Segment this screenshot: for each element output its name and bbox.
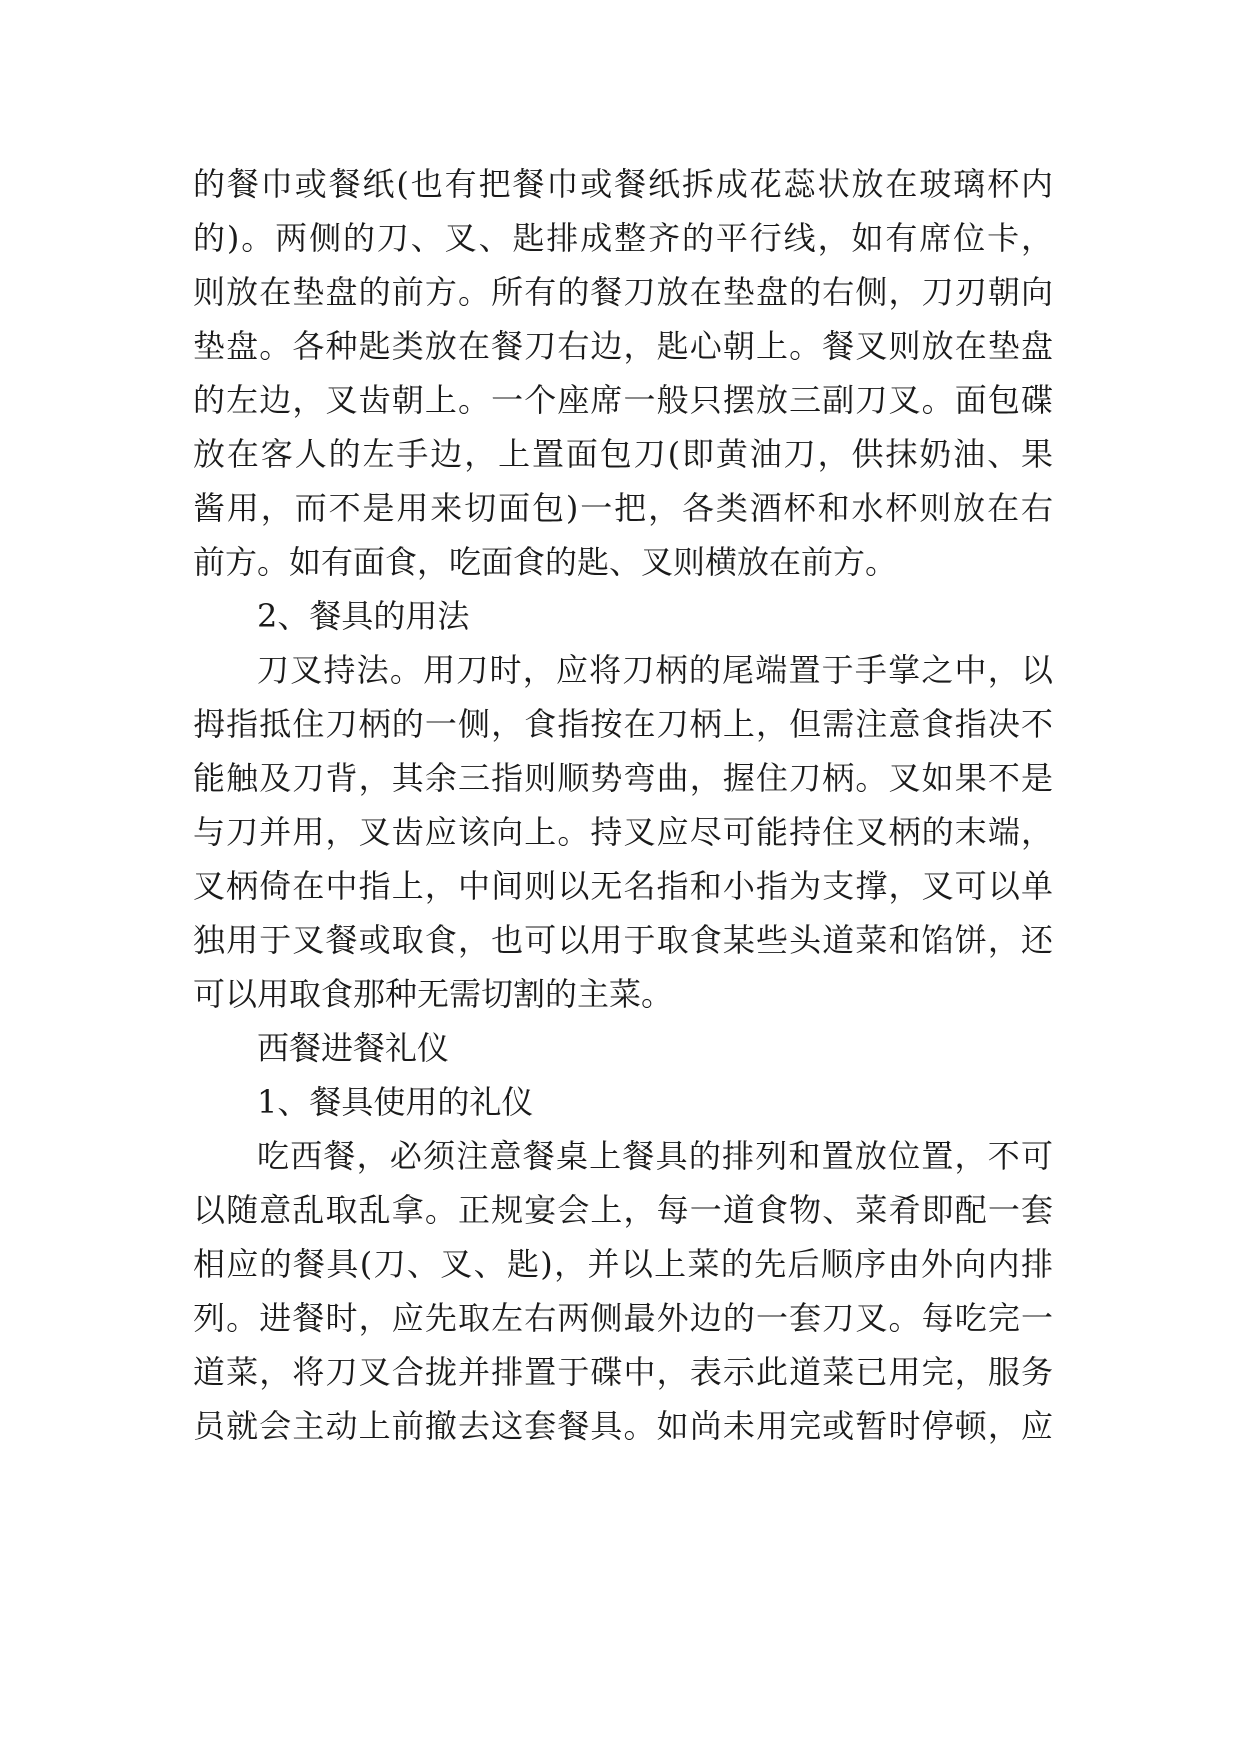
paragraph-3-line-1: 吃西餐，必须注意餐桌上餐具的排列和置放位置，不可 <box>257 1137 1053 1175</box>
paragraph-1-line-6: 放在客人的左手边，上置面包刀(即黄油刀，供抹奶油、果 <box>193 435 1053 473</box>
section-heading-utensil-usage: 2、餐具的用法 <box>257 597 470 635</box>
paragraph-3-line-5: 道菜，将刀叉合拢并排置于碟中，表示此道菜已用完，服务 <box>193 1353 1053 1391</box>
paragraph-1-line-2: 的)。两侧的刀、叉、匙排成整齐的平行线，如有席位卡， <box>193 219 1053 257</box>
paragraph-2-line-7: 可以用取食那种无需切割的主菜。 <box>193 975 674 1013</box>
paragraph-2-line-3: 能触及刀背，其余三指则顺势弯曲，握住刀柄。叉如果不是 <box>193 759 1053 797</box>
paragraph-2-line-6: 独用于叉餐或取食，也可以用于取食某些头道菜和馅饼，还 <box>193 921 1053 959</box>
paragraph-1-line-5: 的左边，叉齿朝上。一个座席一般只摆放三副刀叉。面包碟 <box>193 381 1053 419</box>
section-heading-dining-etiquette: 西餐进餐礼仪 <box>257 1029 450 1067</box>
paragraph-2-line-4: 与刀并用，叉齿应该向上。持叉应尽可能持住叉柄的末端， <box>193 813 1053 851</box>
paragraph-2-line-1: 刀叉持法。用刀时，应将刀柄的尾端置于手掌之中，以 <box>257 651 1053 689</box>
paragraph-2-line-5: 叉柄倚在中指上，中间则以无名指和小指为支撑，叉可以单 <box>193 867 1053 905</box>
paragraph-1-line-4: 垫盘。各种匙类放在餐刀右边，匙心朝上。餐叉则放在垫盘 <box>193 327 1053 365</box>
section-heading-utensil-etiquette: 1、餐具使用的礼仪 <box>257 1083 534 1121</box>
paragraph-3-line-6: 员就会主动上前撤去这套餐具。如尚未用完或暂时停顿，应 <box>193 1407 1053 1445</box>
paragraph-1-line-1: 的餐巾或餐纸(也有把餐巾或餐纸拆成花蕊状放在玻璃杯内 <box>193 165 1053 203</box>
paragraph-1-line-3: 则放在垫盘的前方。所有的餐刀放在垫盘的右侧，刀刃朝向 <box>193 273 1053 311</box>
paragraph-1-line-8: 前方。如有面食，吃面食的匙、叉则横放在前方。 <box>193 543 898 581</box>
paragraph-3-line-3: 相应的餐具(刀、叉、匙)，并以上菜的先后顺序由外向内排 <box>193 1245 1053 1283</box>
paragraph-2-line-2: 拇指抵住刀柄的一侧，食指按在刀柄上，但需注意食指决不 <box>193 705 1053 743</box>
paragraph-1-line-7: 酱用，而不是用来切面包)一把，各类酒杯和水杯则放在右 <box>193 489 1053 527</box>
paragraph-3-line-4: 列。进餐时，应先取左右两侧最外边的一套刀叉。每吃完一 <box>193 1299 1053 1337</box>
paragraph-3-line-2: 以随意乱取乱拿。正规宴会上，每一道食物、菜肴即配一套 <box>193 1191 1053 1229</box>
